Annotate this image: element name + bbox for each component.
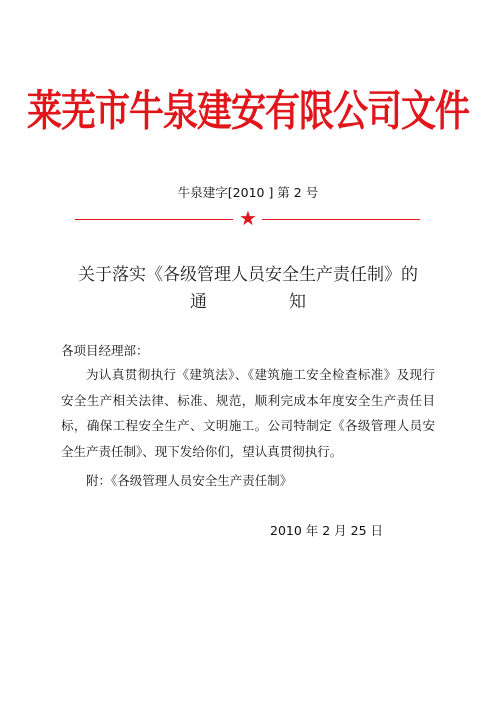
attachment-line: 附：《各级管理人员安全生产责任制》 [86, 473, 293, 488]
divider-line-left [75, 219, 233, 220]
issue-date: 2010 年 2 月 25 日 [270, 523, 384, 538]
subject-word-tong: 通 [190, 292, 207, 312]
subject-title-line2 [0, 287, 496, 312]
subject-title-line1: 关于落实《各级管理人员安全生产责任制》的 [78, 265, 418, 285]
red-divider [75, 206, 420, 230]
star-icon: ★ [239, 206, 257, 230]
document-number: 牛泉建字[2010 ] 第 2 号 [177, 185, 319, 200]
divider-line-right [262, 219, 420, 220]
subject-word-zhi: 知 [289, 292, 306, 312]
red-header-title: 莱芜市牛泉建安有限公司文件 [26, 86, 469, 137]
body-paragraph: 为认真贯彻执行《建筑法》、《建筑施工安全检查标准》及现行安全生产相关法律、标准、规范，顺利完成本年度安全生产责任目标，确保工程安全生产、文明施工。公司特制定《各级管理人员安全生产责任制》、现下发给你们，望认真贯彻执行。 [61, 367, 435, 459]
salutation: 各项目经理部： [61, 343, 149, 358]
